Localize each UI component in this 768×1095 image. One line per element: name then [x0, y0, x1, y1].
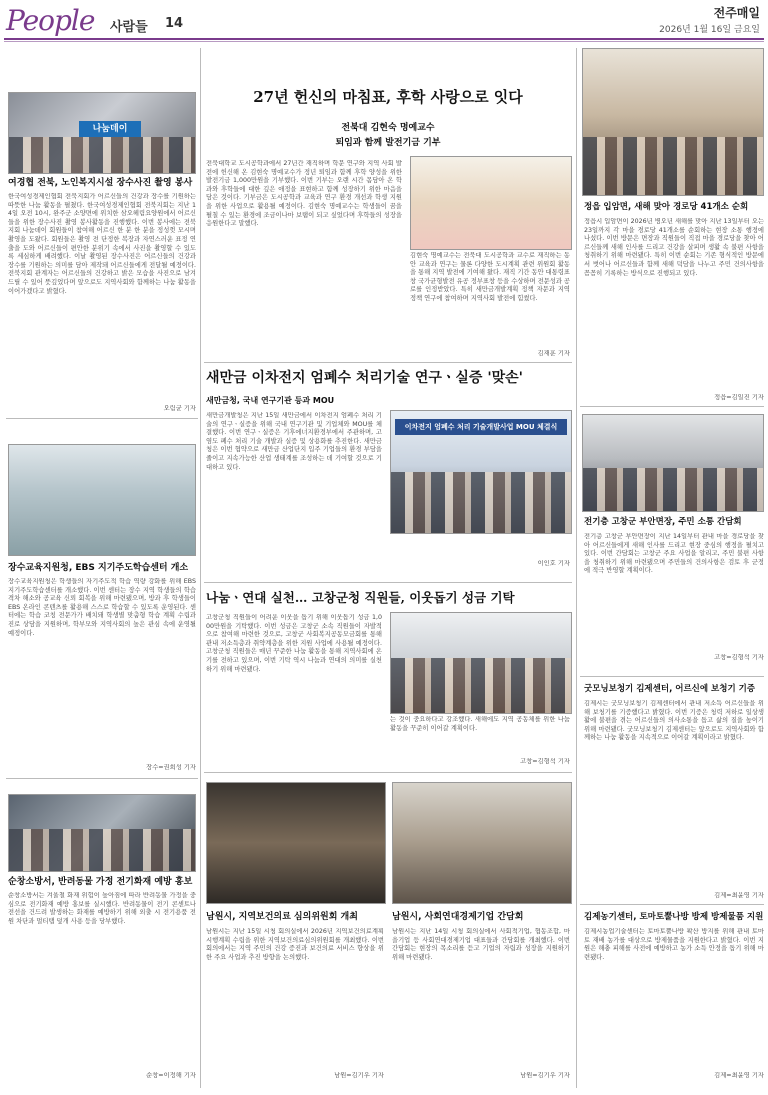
article-headline: 남원시, 지역보건의료 심의위원회 개최 [206, 912, 358, 922]
article-body: 남원시는 지난 14일 시청 회의실에서 사회적기업, 협동조합, 마을기업 등 사회연대경제기업 대표들과 간담회를 개최했다. 이번 간담회는 현장의 목소리를 듣고 기업의 자립과 성장을 지원하기 위해 마련됐다. [392, 928, 570, 961]
article-body: 는 것이 중요하다고 강조했다. 새해에도 지역 공동체를 위한 나눔 활동을 꾸준히 이어갈 계획이다. [390, 716, 570, 732]
article-body: 순창소방서는 겨울철 화재 위험이 높아짐에 따라 반려동물 가정을 중심으로 전기화재 예방 홍보를 실시했다. 반려동물이 전기 콘센트나 전선을 건드려 발생하는 화재를 예방하기 위해 외출 시 전기용품 전원 차단과 멀티탭 덮개 사용 등을 당부했다. [8, 892, 196, 925]
photo-professor [410, 156, 572, 250]
article-byline: 김제=최윤영 기자 [714, 1072, 764, 1079]
article-body: 새만금개발청은 지난 15일 새만금에서 이차전지 엄폐수 처리 기술의 연구ㆍ실증을 위해 국내 연구기관 및 기업체와 MOU를 체결했다. 이번 연구ㆍ실증은 기후에너지환경부에서 주관하며, 고염도 폐수 처리 기술 개발과 실증 및 상용화를 추진한다. 새만금청은 이번 협약으로 새만금 산업단지 입주 기업들의 환경 부담을 줄이고 지속가능한 산업 생태계를 조성하는 데 기여할 것으로 기대하고 있다. [206, 412, 382, 471]
photo-mou [390, 410, 572, 534]
issue-date: 2026년 1월 16일 금요일 [659, 25, 760, 35]
article-headline-main: 27년 헌신의 마침표, 후학 사랑으로 잇다 [253, 88, 523, 106]
article-body: 김현숙 명예교수는 전북대 도시공학과 교수로 재직하는 동안 교육과 연구는 물론 다양한 도시계획 관련 위원회 활동을 통해 지역 발전에 기여해 왔다. 재직 기간 동안 대통령표창 국가균형발전 유공 정부표창 등을 수상하며 전문성과 공로를 인정받았다. 특히 새만금개발계획 정책 자문과 지역 정책 연구에 참여하며 지역사회 발전에 힘썼다. [410, 252, 570, 302]
article-headline: 순창소방서, 반려동물 가정 전기화재 예방 홍보 [8, 877, 193, 887]
page-number: 14 [165, 16, 184, 31]
article-subhead: 퇴임과 함께 발전기금 기부 [335, 138, 441, 148]
article-body: 전북대학교 도시공학과에서 27년간 재직하며 학문 연구와 지역 사회 발전에 헌신해 온 김현숙 명예교수가 정년 퇴임과 함께 후학 양성을 위한 발전기금 1,000만원을 기부했다. 이번 기부는 오랜 시간 몸담아 온 학과와 후학들에 대한 깊은 애정을 표현하고 함께 성장하기 위한 마음을 담은 것이다. 기부금은 도시공학과 교육과 연구 환경 개선과 학생 지원을 위한 사업으로 활용될 예정이다. 김현숙 명예교수는 학생들이 꿈을 펼칠 수 있는 환경에 조금이나마 보탬이 되고 싶었다며 후학들의 성장을 응원한다고 말했다. [206, 160, 402, 228]
article-headline: 남원시, 사회연대경제기업 간담회 [392, 912, 524, 922]
column-divider [576, 48, 577, 1088]
article-body: 고창군청 직원들이 어려운 이웃을 돕기 위해 이웃돕기 성금 1,000만원을 기탁했다. 이번 성금은 고창군 소속 직원들이 자발적으로 참여해 마련한 것으로, 고창군 사회복지공동모금회를 통해 관내 저소득층과 취약계층을 위한 지원 사업에 사용될 예정이다. 고창군청 직원들은 매년 꾸준한 나눔 활동을 통해 지역사회에 온기를 전하고 있으며, 이번 기탁 역시 나눔과 연대의 의미를 실천하기 위해 마련됐다. [206, 614, 382, 673]
article-divider [6, 418, 198, 419]
photo-senior-center [582, 48, 764, 196]
article-divider [580, 406, 764, 407]
article-headline: 정읍 입암면, 새해 맞아 경로당 41개소 순회 [584, 202, 749, 212]
article-headline-main: 나눔ㆍ연대 실천… 고창군청 직원들, 이웃돕기 성금 기탁 [206, 590, 515, 605]
photo-banner: 나눔데이 [79, 121, 141, 137]
article-subhead: 새만금청, 국내 연구기관 등과 MOU [206, 396, 335, 405]
article-byline: 장수=권희성 기자 [146, 764, 196, 771]
article-body: 한국여성경제인협회 전북지회가 어르신들의 건강과 장수를 기원하는 따뜻한 나눔 활동을 펼쳤다. 한국여성경제인협회 전북지회는 지난 14일 오전 10시, 완주군 소양면에 위치한 삼오헤림요양원에서 어르신들을 위한 장수사진 촬영 봉사활동을 진행했다. 이번 봉사에는 전북지회 나눔데이 회원들이 참여해 어르신 한 분 한 분을 정성껏 모시며 촬영을 도왔다. 회원들은 촬영 전 단정한 복장과 자연스러운 표정 연출을 도와 어르신들이 편안한 분위기 속에서 사진을 촬영할 수 있도록 세심하게 배려했다. 이날 촬영된 장수사진은 어르신들의 건강과 장수를 기원하는 의미를 담아 제작돼 어르신들에게 전달될 예정이다. 전북지회 관계자는 어르신들의 건강하고 밝은 모습을 사진으로 남겨 드릴 수 있어 뜻깊었다며 앞으로도 지역사회와 함께하는 나눔 활동을 이어가겠다고 밝혔다. [8, 193, 196, 295]
article-byline: 오림균 기자 [163, 405, 196, 412]
article-body: 남원시는 지난 15일 시청 회의실에서 2026년 지역보건의료계획 시행계획 수립을 위한 지역보건의료심의위원회를 개최했다. 이번 회의에서는 지역 주민의 건강 증진과 보건의료 서비스 향상을 위한 주요 사업과 추진 방향을 논의했다. [206, 928, 384, 961]
article-byline: 정읍=김일진 기자 [714, 394, 764, 401]
article-divider [204, 362, 572, 363]
article-headline: 굿모닝보청기 김제센터, 어르신에 보청기 기증 [584, 684, 756, 694]
photo-donation [390, 612, 572, 714]
article-divider [6, 778, 198, 779]
header-rule-thin [4, 41, 764, 42]
photo-study-center [8, 444, 196, 556]
photo-volunteers [8, 92, 196, 174]
article-byline: 이인호 기자 [537, 560, 570, 567]
paper-name: 전주매일 [713, 6, 760, 20]
article-body: 김제시농업기술센터는 토마토뿔나방 확산 방지를 위해 관내 토마토 재배 농가를 대상으로 방제물품을 지원한다고 밝혔다. 이번 지원은 해충 피해를 사전에 예방하고 농가 소득 안정을 돕기 위해 마련됐다. [584, 928, 764, 961]
article-headline: 김제농기센터, 토마토뿔나방 방제 방제물품 지원 [584, 912, 764, 922]
article-byline: 남원=김기우 기자 [520, 1072, 570, 1079]
article-body: 장수교육지원청은 학생들의 자기주도적 학습 역량 강화를 위해 EBS 지기주도학습센터를 개소했다. 이번 센터는 장수 지역 학생들의 학습 격차 해소와 공교육 신뢰 회복을 위해 마련됐으며, 방과 후 학생들이 EBS 온라인 콘텐츠를 활용해 스스로 학습할 수 있도록 운영된다. 센터에는 학습 코칭 전문가가 배치돼 학생별 맞춤형 학습 계획 수립과 진로 상담을 지원하며, 학부모와 지역사회의 높은 관심 속에 운영될 예정이다. [8, 578, 196, 637]
photo-fire-safety [8, 794, 196, 872]
section-title: People [6, 4, 95, 37]
article-byline: 고창=김형석 기자 [714, 654, 764, 661]
article-divider [580, 676, 764, 677]
article-byline: 고창=김형석 기자 [520, 758, 570, 765]
article-body: 전기층 고창군 부안면장이 지난 14일부터 관내 마을 경로당을 찾아 어르신들에게 새해 인사를 드리고 현장 중심의 행정을 펼치고 있다. 이번 간담회는 고창군 주요 사업을 알리고, 주민 불편 사항을 청취하기 위해 마련됐으며 주민들의 건의사항은 검토 후 군정에 적극 반영할 계획이다. [584, 533, 764, 575]
column-divider [200, 48, 201, 1088]
photo-social-enterprise [392, 782, 572, 904]
article-divider [204, 772, 572, 773]
article-subhead: 전북대 김현숙 명예교수 [341, 123, 435, 133]
article-body: 정읍시 입암면이 2026년 병오년 새해를 맞아 지난 13일부터 오는 23일까지 각 마을 경로당 41개소를 순회하는 현장 소통 행정에 나섰다. 이번 방문은 면장과 직원들이 직접 마을 경로당을 찾아 어르신들께 새해 인사를 드리고 건강을 살피며 생활 속 불편 사항을 청취하기 위해 마련됐다. 특히 이번 순회는 기존 형식적인 방문에서 벗어나 어르신들과 함께 새해 덕담을 나누고 주민 건의사항을 꼼꼼히 기록하는 방식으로 진행되고 있다. [584, 218, 764, 277]
article-byline: 김재훈 기자 [537, 350, 570, 357]
article-body: 김제시는 굿모닝보청기 김제센터에서 관내 저소득 어르신들을 위해 보청기를 기증했다고 밝혔다. 이번 기증은 청력 저하로 일상생활에 불편을 겪는 어르신들의 의사소통을 돕고 삶의 질을 높이기 위해 마련됐다. 굿모닝보청기 김제센터는 앞으로도 지역사회와 함께하는 나눔 활동을 지속적으로 이어갈 계획이라고 밝혔다. [584, 700, 764, 742]
article-headline: 장수교육지원청, EBS 지기주도학습센터 개소 [8, 563, 189, 573]
article-byline: 남원=김기우 기자 [334, 1072, 384, 1079]
article-headline: 여경협 전북, 노인복지시설 장수사진 촬영 봉사 [8, 178, 193, 188]
photo-health-committee [206, 782, 386, 904]
article-byline: 순창=이정해 기자 [146, 1072, 196, 1079]
header-rule [4, 38, 764, 40]
article-byline: 김제=최윤영 기자 [714, 892, 764, 899]
photo-banner: 이차전지 엄폐수 처리 기술개발사업 MOU 체결식 [395, 419, 567, 435]
article-divider [204, 582, 572, 583]
article-headline: 전기층 고창군 부안면장, 주민 소통 간담회 [584, 517, 742, 527]
article-headline-main: 새만금 이차전지 엄폐수 처리기술 연구ㆍ실증 '맞손' [206, 370, 523, 386]
photo-town-meeting [582, 414, 764, 512]
article-divider [580, 904, 764, 905]
section-label: 사람들 [110, 20, 148, 35]
article-body [390, 536, 570, 562]
